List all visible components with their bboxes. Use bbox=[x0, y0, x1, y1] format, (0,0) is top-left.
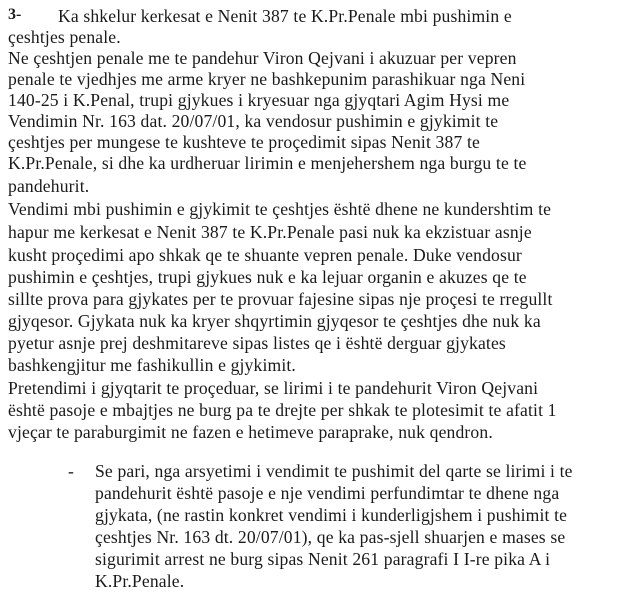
main-line: sillte prova para gjykates per te provuar fajesine sipas nje proçesi te rregullt bbox=[8, 289, 553, 309]
main-line: pandehurit. bbox=[8, 176, 90, 196]
main-line: pyetur asnje prej deshmitareve sipas listes qe i është derguar gjykates bbox=[8, 333, 506, 353]
bullet-line: K.Pr.Penale. bbox=[95, 571, 185, 591]
bullet-line: çeshtjes Nr. 163 dt. 20/07/01), qe ka pas-sjell shuarjen e mases se bbox=[95, 527, 566, 547]
bullet-line: Se pari, nga arsyetimi i vendimit te pushimit del qarte se lirimi i te bbox=[95, 461, 573, 481]
main-line: 140-25 i K.Penal, trupi gjykues i kryesuar nga gjyqtari Agim Hysi me bbox=[8, 90, 510, 110]
bullet-line: gjykata, (ne rastin konkret vendimi i kunderligjshem i pushimit te bbox=[95, 505, 568, 525]
main-line: vjeçar te paraburgimit ne fazen e hetimeve paraprake, nuk qendron. bbox=[8, 422, 493, 442]
main-line: pushimin e çeshtjes, trupi gjykues nuk e ka lejuar organin e akuzes qe te bbox=[8, 267, 527, 287]
main-line: çeshtjes penale. bbox=[8, 27, 121, 47]
main-line: Vendimi mbi pushimin e gjykimit te çeshtjes është dhene ne kundershtim te bbox=[8, 199, 552, 219]
main-line: K.Pr.Penale, si dhe ka urdheruar lirimin e menjehershem nga burgu te te bbox=[8, 153, 527, 173]
main-line: kusht proçedimi apo shkak qe te shuante vepren penale. Duke vendosur bbox=[8, 245, 522, 265]
main-line: penale te vjedhjes me arme kryer ne bashkepunim parashikuar nga Neni bbox=[8, 69, 526, 89]
section-number: 3- bbox=[8, 6, 22, 23]
main-line: çeshtjes per mungese te kushteve te proçedimit sipas Nenit 387 te bbox=[8, 132, 480, 152]
main-line: hapur me kerkesat e Nenit 387 te K.Pr.Penale pasi nuk ka ekzistuar asnje bbox=[8, 222, 532, 242]
main-line: gjyqesor. Gjykata nuk ka kryer shqyrtimin gjyqesor te çeshtjes dhe nuk ka bbox=[8, 311, 541, 331]
main-line: bashkengjitur me fashikullin e gjykimit. bbox=[8, 355, 296, 375]
bullet-line: pandehurit është pasoje e nje vendimi perfundimtar te dhene nga bbox=[95, 483, 560, 503]
main-line: Vendimin Nr. 163 dat. 20/07/01, ka vendosur pushimin e gjykimit te bbox=[8, 111, 499, 131]
main-line: është pasoje e mbajtjes ne burg pa te drejte per shkak te plotesimit te afatit 1 bbox=[8, 400, 557, 420]
bullet-line: sigurimit arrest ne burg sipas Nenit 261 paragrafi I I-re pika A i bbox=[95, 549, 551, 569]
main-line: Pretendimi i gjyqtarit te proçeduar, se lirimi i te pandehurit Viron Qejvani bbox=[8, 378, 539, 398]
bullet-marker: - bbox=[68, 461, 74, 481]
main-line: Ka shkelur kerkesat e Nenit 387 te K.Pr.Penale mbi pushimin e bbox=[58, 6, 512, 26]
main-line: Ne çeshtjen penale me te pandehur Viron Qejvani i akuzuar per vepren bbox=[8, 48, 517, 68]
